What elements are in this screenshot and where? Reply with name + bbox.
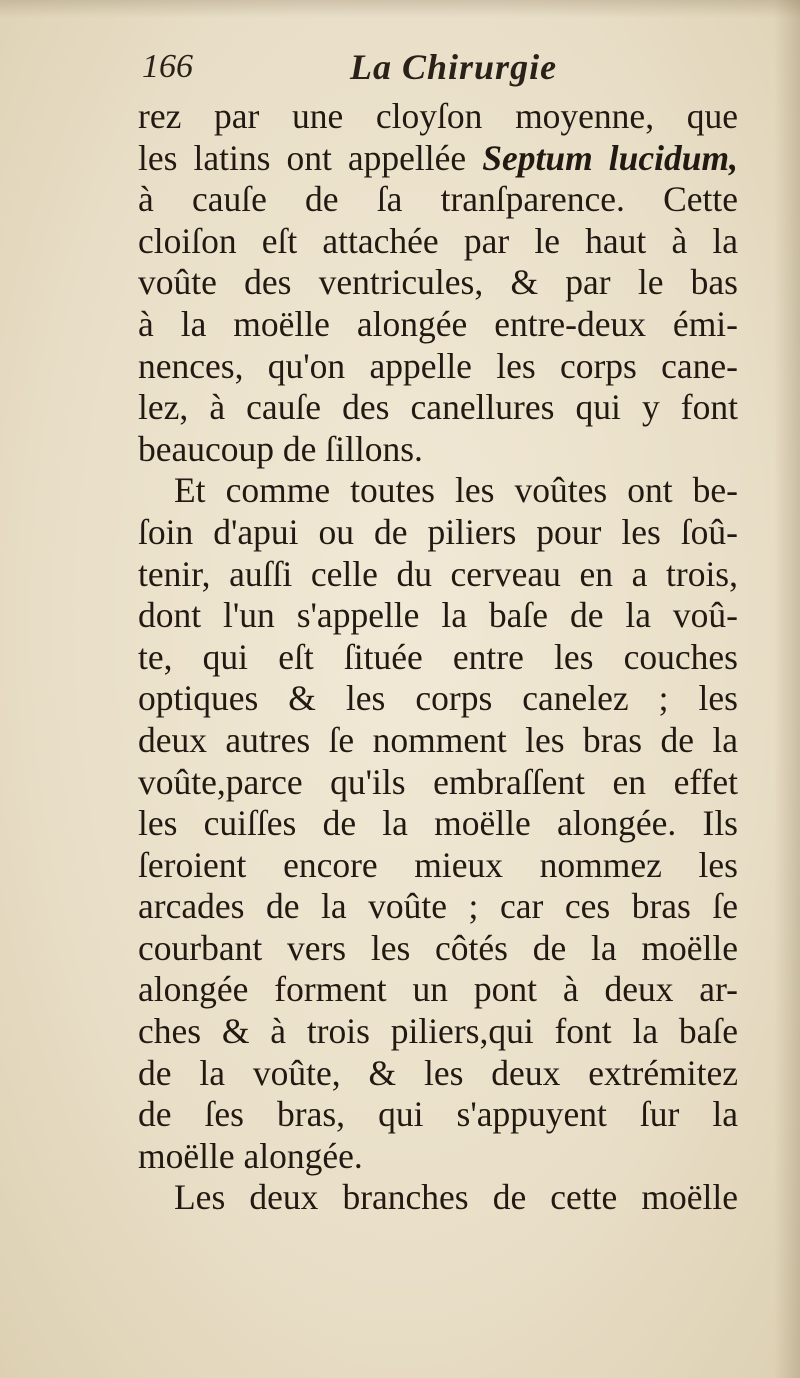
text-line-17: voûte,parce qu'ils embraſſent en effet [138,761,738,802]
body-text [138,96,738,1219]
text-line-22: alongée forment un pont à deux ar- [138,969,738,1010]
text-line-1: rez par une cloyſon moyenne, que [138,96,738,136]
page-edge-shadow [774,0,800,1378]
text-line-19: ſeroient encore mieux nommez les [138,844,738,885]
page-number: 166 [142,48,193,85]
text-line-13: dont l'un s'appelle la baſe de la voû- [138,595,738,636]
text-line-10: Et comme toutes les voûtes ont be- [174,470,738,511]
text-line-24: de la voûte, & les deux extrémitez [138,1052,738,1093]
text-line-6: à la moëlle alongée entre-deux émi- [138,303,738,344]
text-line-3: à cauſe de ſa tranſparence. Cette [138,179,738,220]
text-line-8: lez, à cauſe des canellures qui y font [138,387,738,428]
text-line-18: les cuiſſes de la moëlle alongée. Ils [138,803,738,844]
text-line-25: de ſes bras, qui s'appuyent ſur la [138,1094,738,1135]
text-line-5: voûte des ventricules, & par le bas [138,262,738,303]
text-line-2-roman: les latins ont appellée [138,137,483,178]
text-line-27: Les deux branches de cette moëlle [174,1177,738,1218]
text-line-2 [138,138,738,180]
text-line-12: tenir, auſſi celle du cerveau en a trois, [138,553,738,594]
text-line-11: ſoin d'apui ou de piliers pour les ſoû- [138,511,738,552]
text-line-7: nences, qu'on appelle les corps cane- [138,345,738,386]
text-line-26: moëlle alongée. [138,1135,363,1176]
latin-term-septum-lucidum: Septum lucidum, [482,137,738,178]
text-line-9: beaucoup de ſillons. [138,428,423,469]
running-title: La Chirurgie [350,47,558,87]
page-top-shadow [0,0,800,18]
text-line-23: ches & à trois piliers,qui font la baſe [138,1011,738,1052]
text-line-14: te, qui eſt ſituée entre les couches [138,636,738,677]
text-line-16: deux autres ſe nomment les bras de la [138,719,738,760]
text-line-20: arcades de la voûte ; car ces bras ſe [138,886,738,927]
text-line-15: optiques & les corps canelez ; les [138,678,738,719]
running-header [142,40,742,100]
text-line-21: courbant vers les côtés de la moëlle [138,927,738,968]
text-line-4: cloiſon eſt attachée par le haut à la [138,220,738,261]
